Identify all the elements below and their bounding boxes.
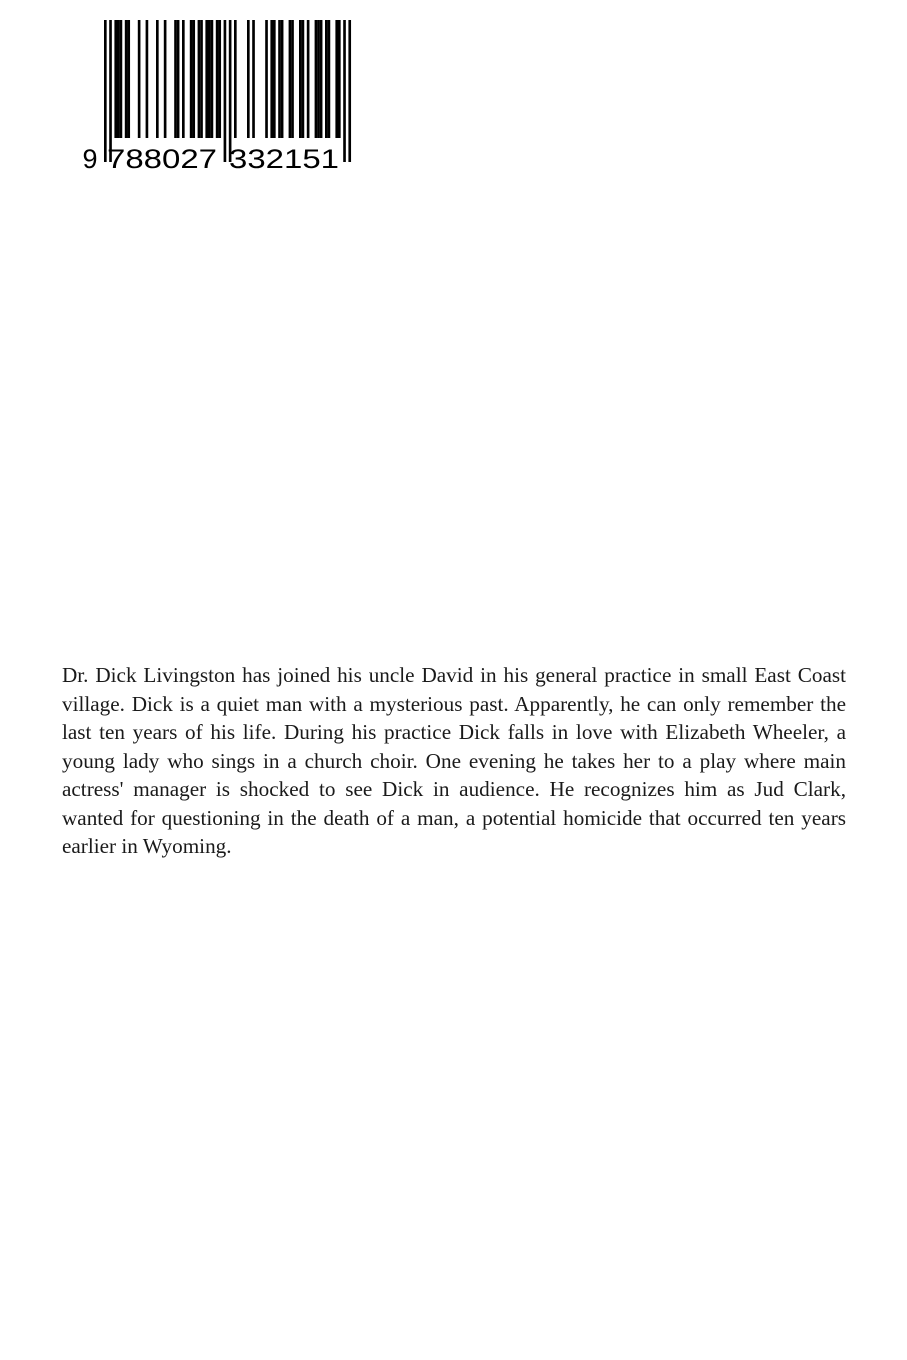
- barcode-bar: [192, 20, 195, 138]
- barcode-bar: [320, 20, 323, 138]
- barcode-bar: [278, 20, 281, 138]
- barcode-guard-bar: [343, 20, 346, 162]
- barcode-guard-bar: [348, 20, 351, 162]
- barcode-bar: [265, 20, 268, 138]
- barcode-bar: [291, 20, 294, 138]
- barcode-bar: [247, 20, 250, 138]
- barcode-bar: [273, 20, 276, 138]
- barcode-bars: [104, 20, 351, 162]
- barcode-bar: [335, 20, 338, 138]
- barcode-bar: [120, 20, 123, 138]
- barcode-bar: [307, 20, 310, 138]
- barcode-bar: [216, 20, 219, 138]
- barcode-right-digits: 332151: [229, 144, 339, 174]
- barcode-graphic: [84, 18, 354, 178]
- barcode-guard-bar: [109, 20, 112, 162]
- barcode-bar: [299, 20, 302, 138]
- barcode-bar: [190, 20, 193, 138]
- barcode-bar: [156, 20, 159, 138]
- barcode-bar: [200, 20, 203, 138]
- barcode-bar: [234, 20, 237, 138]
- barcode-bar: [211, 20, 214, 138]
- book-description: Dr. Dick Livingston has joined his uncle David in his general practice in small East Coast village. Dick is a quiet man with a mysterious past. Apparently, he can only remember the last ten years of his life. During his practice Dick falls in love with Elizabeth Wheeler, a young lady who sings in a church choir. One evening he takes her to a play where main actress' manager is shocked to see Dick in audience. He recognizes him as Jud Clark, wanted for questioning in the death of a man, a potential homicide that occurred ten years earlier in Wyoming.: [62, 663, 846, 858]
- barcode-bar: [317, 20, 320, 138]
- barcode-bar: [177, 20, 180, 138]
- barcode-bar: [315, 20, 318, 138]
- barcode-bar: [205, 20, 208, 138]
- barcode-bar: [164, 20, 167, 138]
- barcode-bar: [138, 20, 141, 138]
- barcode-bar: [218, 20, 221, 138]
- barcode-left-digits: 788027: [107, 144, 217, 174]
- barcode-bar: [325, 20, 328, 138]
- barcode-bar: [289, 20, 292, 138]
- barcode-bar: [127, 20, 130, 138]
- barcode-bar: [174, 20, 177, 138]
- barcode-bar: [338, 20, 341, 138]
- barcode-guard-bar: [224, 20, 227, 162]
- barcode-bar: [208, 20, 211, 138]
- barcode-bar: [117, 20, 120, 138]
- barcode-bar: [302, 20, 305, 138]
- barcode-bar: [114, 20, 117, 138]
- barcode-guard-bar: [104, 20, 107, 162]
- barcode-bar: [182, 20, 185, 138]
- barcode-bar: [146, 20, 149, 138]
- barcode-bar: [125, 20, 128, 138]
- barcode-bar: [270, 20, 273, 138]
- barcode-bar: [328, 20, 331, 138]
- barcode-bar: [198, 20, 201, 138]
- barcode-guard-bar: [229, 20, 232, 162]
- isbn-barcode: [84, 18, 354, 178]
- barcode-bar: [252, 20, 255, 138]
- barcode-bar: [281, 20, 284, 138]
- barcode-first-digit: 9: [82, 144, 98, 174]
